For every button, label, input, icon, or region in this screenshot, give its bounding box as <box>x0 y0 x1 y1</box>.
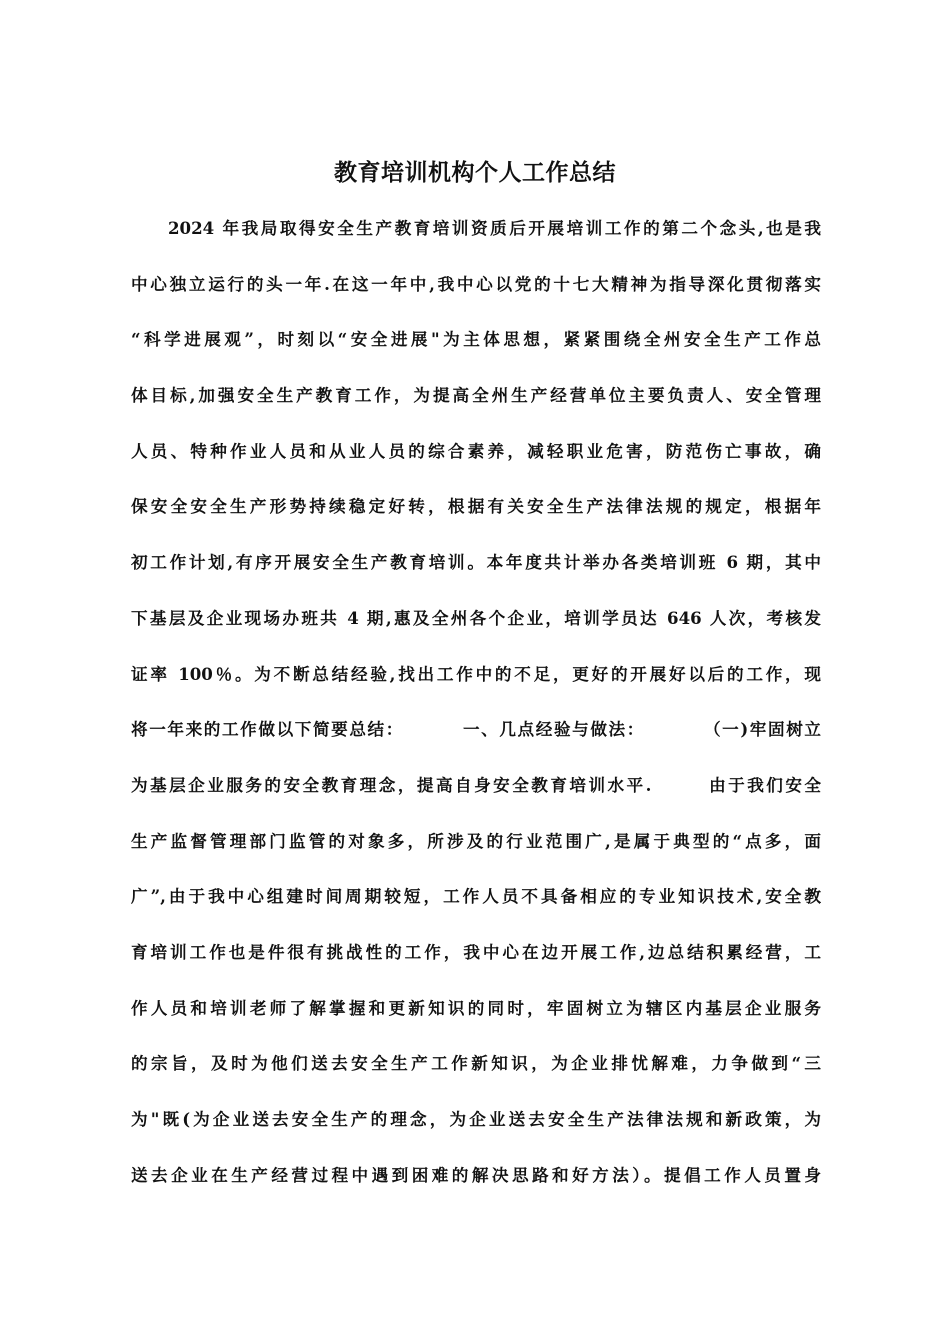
body-line: 体目标,加强安全生产教育工作，为提高全州生产经营单位主要负责人、安全管理 <box>131 385 821 406</box>
body-line: 人员、特种作业人员和从业人员的综合素养，减轻职业危害，防范伤亡事故，确 <box>131 440 821 461</box>
body-line: 作人员和培训老师了解掌握和更新知识的同时，牢固树立为辖区内基层企业服务 <box>131 997 821 1018</box>
body-line: 将一年来的工作做以下简要总结： 一、几点经验与做法： （一)牢固树立 <box>131 719 821 740</box>
body-line: 初工作计划,有序开展安全生产教育培训。本年度共计举办各类培训班 6 期，其中 <box>131 552 821 573</box>
document-body <box>131 210 821 1212</box>
body-line: 育培训工作也是件很有挑战性的工作，我中心在边开展工作,边总结积累经营，工 <box>131 941 821 962</box>
body-line: “科学进展观”，时刻以“安全进展"为主体思想，紧紧围绕全州安全生产工作总 <box>131 329 821 350</box>
body-line: 下基层及企业现场办班共 4 期,惠及全州各个企业，培训学员达 646 人次，考核发 <box>131 607 821 628</box>
body-line: 为基层企业服务的安全教育理念，提高自身安全教育培训水平. 由于我们安全 <box>131 774 821 795</box>
document-title: 教育培训机构个人工作总结 <box>334 159 616 186</box>
body-line: 中心独立运行的头一年.在这一年中,我中心以党的十七大精神为指导深化贯彻落实 <box>131 273 821 294</box>
body-line: 送去企业在生产经营过程中遇到困难的解决思路和好方法）。提倡工作人员置身 <box>131 1164 821 1185</box>
body-line: 为"既(为企业送去安全生产的理念，为企业送去安全生产法律法规和新政策，为 <box>131 1109 821 1129</box>
body-line: 证率 100％。为不断总结经验,找出工作中的不足，更好的开展好以后的工作，现 <box>131 663 821 684</box>
body-line: 广”,由于我中心组建时间周期较短，工作人员不具备相应的专业知识技术,安全教 <box>131 886 821 907</box>
body-line: 生产监督管理部门监管的对象多，所涉及的行业范围广,是属于典型的“点多，面 <box>131 830 821 851</box>
body-line: 2024 年我局取得安全生产教育培训资质后开展培训工作的第二个念头,也是我 <box>168 218 821 238</box>
body-line: 的宗旨，及时为他们送去安全生产工作新知识，为企业排忧解难，力争做到“三 <box>131 1053 821 1074</box>
body-line: 保安全安全生产形势持续稳定好转，根据有关安全生产法律法规的规定，根据年 <box>131 496 821 517</box>
